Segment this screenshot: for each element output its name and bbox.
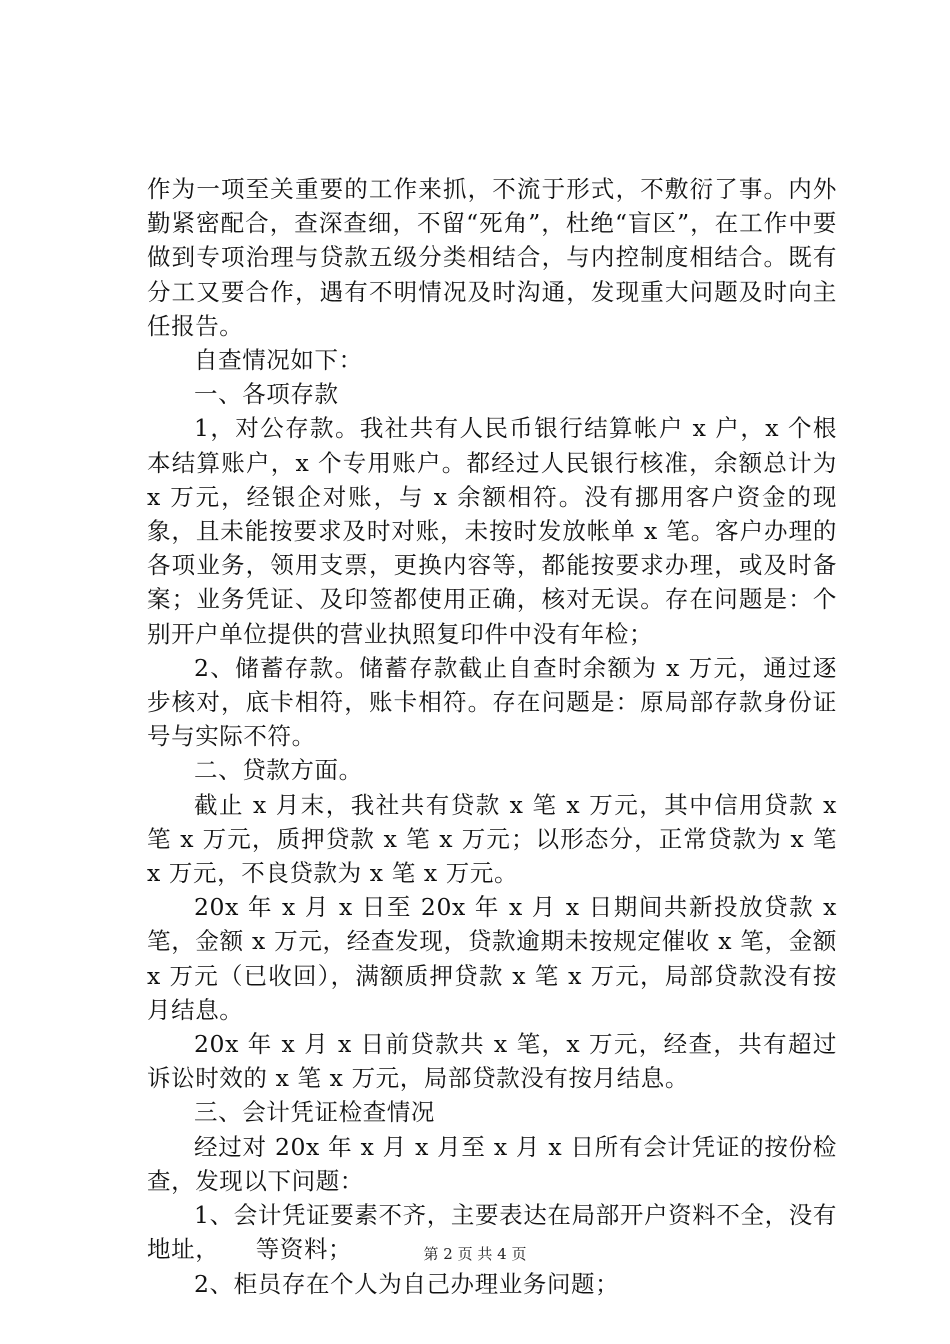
paragraph-issue-2: 2、柜员存在个人为自己办理业务问题； (194, 1269, 620, 1298)
paragraph-voucher-check: 经过对 20x 年 x 月 x 月至 x 月 x 日所有会计凭证的按份检查，发现以下问题： (147, 1132, 837, 1195)
section-heading-vouchers: 三、会计凭证检查情况 (194, 1098, 435, 1127)
paragraph-loan-summary: 截止 x 月末，我社共有贷款 x 笔 x 万元，其中信用贷款 x 笔 x 万元，质押贷款 x 笔 x 万元；以形态分，正常贷款为 x 笔 x 万元，不良贷款为 x 笔 x 万元。 (147, 790, 837, 888)
page-number-label: 第 2 页 共 4 页 (423, 1245, 527, 1263)
paragraph-continuation: 作为一项至关重要的工作来抓，不流于形式，不敷衍了事。内外勤紧密配合，查深查细，不留“死角”，杜绝“盲区”，在工作中要做到专项治理与贷款五级分类相结合，与内控制度相结合。既有分工又要合作，遇有不明情况及时沟通，发现重大问题及时向主任报告。 (147, 175, 837, 340)
section-heading-deposits: 一、各项存款 (194, 380, 339, 409)
paragraph-prior-loans: 20x 年 x 月 x 日前贷款共 x 笔，x 万元，经查，共有超过诉讼时效的 x 笔 x 万元，局部贷款没有按月结息。 (147, 1030, 837, 1093)
paragraph-savings-deposits: 2、储蓄存款。储蓄存款截止自查时余额为 x 万元，通过逐步核对，底卡相符，账卡相符。存在问题是：原局部存款身份证号与实际不符。 (147, 653, 837, 751)
paragraph-issue-1: 1、会计凭证要素不齐，主要表达在局部开户资料不全，没有地址， 等资料； (147, 1201, 837, 1264)
document-body (147, 172, 837, 1301)
section-heading-loans: 二、贷款方面。 (194, 756, 363, 785)
page-footer (0, 1244, 950, 1264)
paragraph-corporate-deposits: 1，对公存款。我社共有人民币银行结算帐户 x 户，x 个根本结算账户，x 个专用账户。都经过人民银行核准，余额总计为 x 万元，经银企对账，与 x 余额相符。没有挪用客户资金的现象，且未能按要求及时对账，未按时发放帐单 x 笔。客户办理的各项业务，领用支票，更换内容等，都能按要求办理，或及时备案；业务凭证、及印签都使用正确，核对无误。存在问题是：个别开户单位提供的营业执照复印件中没有年检； (147, 414, 837, 648)
paragraph-new-loans: 20x 年 x 月 x 日至 20x 年 x 月 x 日期间共新投放贷款 x 笔，金额 x 万元，经查发现，贷款逾期未按规定催收 x 笔，金额 x 万元（已收回），满额质押贷款 x 笔 x 万元，局部贷款没有按月结息。 (147, 893, 837, 1024)
paragraph-self-check-intro: 自查情况如下： (194, 346, 363, 375)
